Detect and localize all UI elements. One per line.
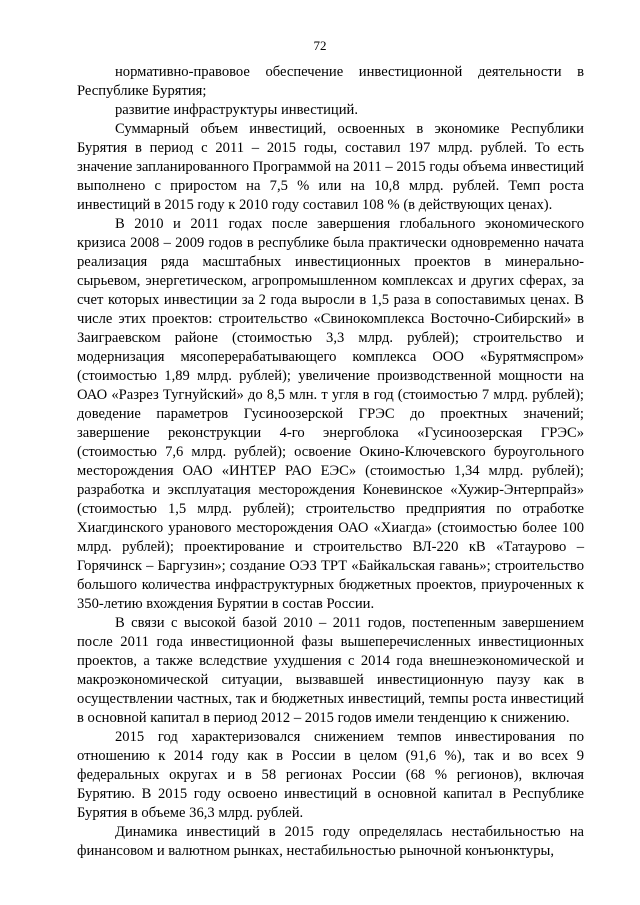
paragraph-projects-2010-2011: В 2010 и 2011 годах после завершения глобального экономического кризиса 2008 – 2009 годов в республике была практически одновременно начата реализация ряда масштабных инвестиционных проектов в минерально-сырьевом, энергетическом, агропромышленном комплексах и других сферах, за счет которых инвестиции за 2 года выросли в 1,5 раза в сопоставимых ценах. В числе этих проектов: строительство «Свинокомплекса Восточно-Сибирский» в Заиграевском районе (стоимостью 3,3 млрд. рублей); строительство и модернизация мясоперерабатывающего комплекса ООО «Бурятмяспром» (стоимостью 1,89 млрд. рублей); увеличение производственной мощности на ОАО «Разрез Тугнуйский» до 8,5 млн. т угля в год (стоимостью 7 млрд. рублей); доведение параметров Гусиноозерской ГРЭС до проектных значений; завершение реконструкции 4-го энергоблока «Гусиноозерская ГРЭС» (стоимостью 7,6 млрд. рублей); освоение Окино-Ключевского буроугольного месторождения ОАО «ИНТЕР РАО ЕЭС» (стоимостью 1,34 млрд. рублей); разработка и эксплуатация месторождения Коневинское «Хужир-Энтерпрайз» (стоимостью 1,5 млрд. рублей); строительство предприятия по отработке Хиагдинского уранового месторождения ОАО «Хиагда» (стоимостью более 100 млрд. рублей); проектирование и строительство ВЛ-220 кВ «Татаурово – Горячинск – Баргузин»; создание ОЭЗ ТРТ «Байкальская гавань»; строительство большого количества инфраструктурных бюджетных проектов, приуроченных к 350-летию вхождения Бурятии в состав России.: [77, 216, 584, 612]
paragraph-total-investment: Суммарный объем инвестиций, освоенных в экономике Республики Бурятия в период с 2011 – 2015 годы, составил 197 млрд. рублей. То есть значение запланированного Программой на 2011 – 2015 годы объема инвестиций выполнено с приростом на 7,5 % или на 10,8 млрд. рублей. Темп роста инвестиций в 2015 году к 2010 году составил 108 % (в действующих ценах).: [77, 121, 584, 213]
paragraph-2015-dynamics: Динамика инвестиций в 2015 году определялась нестабильностью на финансовом и валютном рынках, нестабильностью рыночной конъюнктуры,: [77, 824, 584, 859]
paragraph-2015-investment: 2015 год характеризовался снижением темпов инвестирования по отношению к 2014 году как в России в целом (91,6 %), так и во всех 9 федеральных округах и в 58 регионах России (68 % регионов), включая Бурятию. В 2015 году освоено инвестиций в основной капитал в Республике Бурятия в объеме 36,3 млрд. рублей.: [77, 729, 584, 821]
page-number: 72: [313, 38, 327, 53]
paragraph-infrastructure: развитие инфраструктуры инвестиций.: [115, 102, 358, 118]
paragraph-regulatory: нормативно-правовое обеспечение инвестиционной деятельности в Республике Бурятия;: [77, 64, 584, 99]
paragraph-growth-slowdown: В связи с высокой базой 2010 – 2011 годов, постепенным завершением после 2011 года инвестиционной фазы вышеперечисленных инвестиционных проектов, а также вследствие ухудшения с 2014 года внешнеэкономической и макроэкономической ситуации, вызвавшей инвестиционную паузу как в осуществлении частных, так и бюджетных инвестиций, темпы роста инвестиций в основной капитал в период 2012 – 2015 годов имели тенденцию к снижению.: [77, 615, 584, 726]
document-body: [77, 63, 584, 861]
